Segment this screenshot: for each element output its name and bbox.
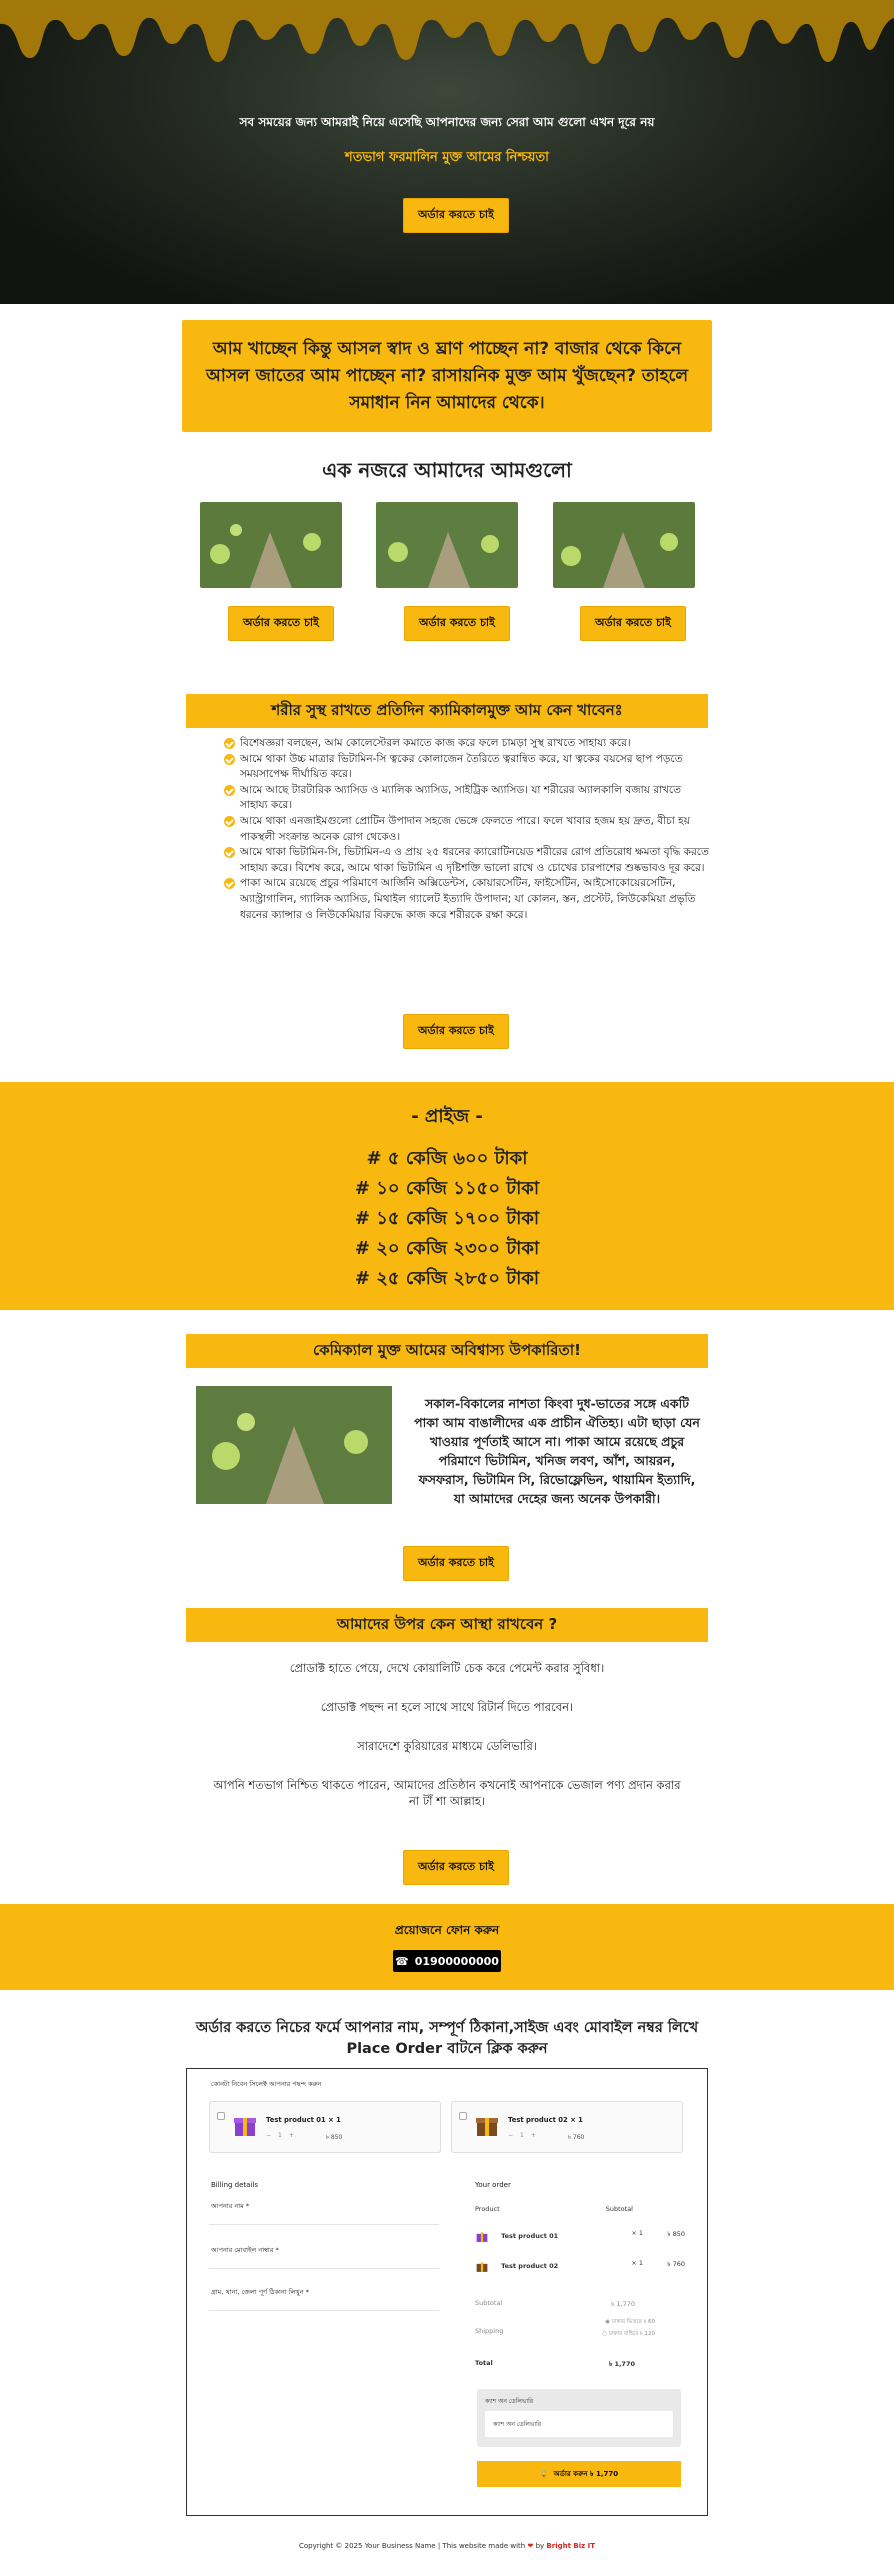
your-order-title: Your order [475, 2181, 511, 2189]
order-item-name: Test product 01 [501, 2232, 559, 2240]
check-circle-icon [224, 754, 235, 765]
price-item: # ২০ কেজি ২৩০০ টাকা [354, 1238, 540, 1259]
product-price: ৳ 760 [568, 2134, 585, 2141]
billing-title: Billing details [211, 2181, 259, 2189]
address-field[interactable] [209, 2297, 439, 2311]
phone-field[interactable] [209, 2255, 439, 2269]
phone-button[interactable] [393, 1950, 501, 1972]
address-field-label: গ্রাম, থানা, জেলা পূর্ণ ঠিকানা লিখুন * [211, 2288, 309, 2296]
check-circle-icon [224, 878, 235, 889]
lock-icon: 🔒 [539, 2470, 549, 2478]
order-item-price: ৳ 760 [667, 2260, 685, 2268]
phone-field-label: আপনার মোবাইল নাম্বার * [211, 2246, 279, 2254]
feature-title: কেমিক্যাল মুক্ত আমের অবিশ্বাস্য উপকারিতা! [186, 1334, 708, 1368]
list-item: আমে থাকা ভিটামিন-সি, ভিটামিন-এ ও প্রায় ২৫ ধরনের ক্যারোটিনয়েড শরীরের রোগ প্রতিরোধ ক্ষমতা বৃদ্ধি করতে সাহায্য করে। বিশেষ করে, আমে থাকা ভিটামিন এ দৃষ্টিশক্তি ভালো রাখে ও চোখের চারপাশের শুষ্কভাবও দূর করে। [240, 845, 710, 876]
price-item: # ১০ কেজি ১১৫০ টাকা [354, 1178, 540, 1199]
order-row [475, 2229, 685, 2243]
trust-list [210, 1660, 684, 1832]
feature-image [196, 1386, 392, 1504]
subtotal-label: Subtotal [475, 2299, 503, 2307]
shipping-option-2[interactable]: ○ ঢাকার বাহিরে ৳ 120 [602, 2331, 655, 2337]
price-section [0, 1082, 894, 1310]
hero-tagline: সব সময়ের জন্য আমরাই নিয়ে এসেছি আপনাদের জন্য সেরা আম গুলো এখন দূরে নয় [239, 115, 655, 129]
hero-order-button[interactable]: অর্ডার করতে চাই [403, 198, 509, 233]
order-item-qty: × 1 [631, 2229, 643, 2237]
product-option-1[interactable] [209, 2101, 441, 2153]
checkout-form [186, 2068, 708, 2516]
order-item-name: Test product 02 [501, 2262, 559, 2270]
footer-brand-link[interactable]: Bright Biz IT [546, 2542, 595, 2550]
price-list [0, 1144, 894, 1294]
heart-icon: ❤ [527, 2542, 534, 2550]
phone-number: 01900000000 [414, 1954, 499, 1968]
order-row [475, 2259, 685, 2273]
price-item: # ৫ কেজি ৬০০ টাকা [366, 1148, 528, 1169]
product-image-2 [376, 502, 518, 588]
footer: Copyright © 2025 Your Business Name | This website made with ❤ by Bright Biz IT [299, 2542, 595, 2550]
hero-banner [0, 0, 894, 304]
benefits-title: শরীর সুস্থ রাখতে প্রতিদিন ক্যামিকালমুক্ত আম কেন খাবেনঃ [186, 694, 708, 728]
product-2-order-button[interactable]: অর্ডার করতে চাই [404, 606, 510, 641]
quantity-stepper[interactable]: −1+ [266, 2132, 301, 2139]
check-circle-icon [224, 738, 235, 749]
hero-subtitle: শতভাগ ফরমালিন মুক্ত আমের নিশ্চয়তা [345, 150, 549, 165]
feature-order-button[interactable]: অর্ডার করতে চাই [403, 1546, 509, 1581]
select-product-label: কোনটা নিবেন সিলেক্ট আপনার পছন্দ করুন [211, 2080, 322, 2088]
payment-method-description: ক্যাশ অন ডেলিভারি [485, 2411, 673, 2437]
gift-box-icon [232, 2112, 258, 2138]
payment-method-title: ক্যাশ অন ডেলিভারি [485, 2398, 534, 2405]
product-3-order-button[interactable]: অর্ডার করতে চাই [580, 606, 686, 641]
list-item: পাকা আমে রয়েছে প্রচুর পরিমাণে আর্জিনি অক্সিডেন্টস, কোয়ারসেটিন, ফাইসেটিন, আইসোকোয়েরসেটিন, অ্যাস্ট্রাগালিন, গ্যালিক অ্যাসিড, মিথাইল গ্যালেট ইত্যাদি উপাদান; যা কোলন, স্তন, প্রস্টেট, লিউকেমিয়া প্রভৃতি ধরনের ক্যান্সার ও লিউকেমিয়ার বিরুদ্ধে কাজ করে শরীরকে রক্ষা করে। [240, 876, 710, 923]
total-row [475, 2359, 685, 2367]
order-heading: অর্ডার করতে নিচের ফর্মে আপনার নাম, সম্পূর্ণ ঠিকানা,সাইজ এবং মোবাইল নম্বর লিখে Place Order বাটনে ক্লিক করুন [195, 2020, 699, 2057]
subtotal-value: ৳ 1,770 [611, 2300, 635, 2308]
name-field-label: আপনার নাম * [211, 2202, 250, 2210]
list-item: আপনি শতভাগ নিশ্চিত থাকতে পারেন, আমাদের প্রতিষ্ঠান কখনোই আপনাকে ভেজাল পণ্য প্রদান করার না টাঁ শা আল্লাহ। [213, 1778, 681, 1808]
trust-title: আমাদের উপর কেন আস্থা রাখবেন ? [186, 1608, 708, 1642]
check-circle-icon [224, 816, 235, 827]
list-item: সারাদেশে কুরিয়ারের মাধ্যমে ডেলিভারি। [357, 1739, 537, 1753]
shipping-label: Shipping [475, 2327, 504, 2335]
name-field[interactable] [209, 2211, 439, 2225]
total-label: Total [475, 2359, 493, 2367]
product-price: ৳ 850 [326, 2134, 343, 2141]
benefits-list [240, 736, 710, 923]
feature-text: সকাল-বিকালের নাশতা কিংবা দুধ-ভাতের সঙ্গে একটি পাকা আম বাঙালীদের এক প্রাচীন ঐতিহ্য। এটা ছাড়া যেন খাওয়ার পূর্ণতাই আসে না। পাকা আমে রয়েছে প্রচুর পরিমাণে ভিটামিন, খনিজ লবণ, আঁশ, আয়রন, ফসফরাস, ভিটামিন সি, রিভোফ্লেভিন, থায়ামিন ইত্যাদি, যা আমাদের দেহের জন্য অনেক উপকারী। [414, 1396, 700, 1506]
product-image-3 [553, 502, 695, 588]
call-title: প্রয়োজনে ফোন করুন [394, 1923, 500, 1937]
benefits-order-button[interactable]: অর্ডার করতে চাই [403, 1014, 509, 1049]
product-name: Test product 02 × 1 [508, 2116, 583, 2124]
product-checkbox[interactable] [459, 2112, 467, 2120]
list-item: প্রোডাক্ট হাতে পেয়ে, দেখে কোয়ালিটি চেক করে পেমেন্ট করার সুবিধা। [289, 1661, 605, 1675]
product-name: Test product 01 × 1 [266, 2116, 341, 2124]
intro-box: আম খাচ্ছেন কিন্তু আসল স্বাদ ও ঘ্রাণ পাচ্ছেন না? বাজার থেকে কিনে আসল জাতের আম পাচ্ছেন না? রাসায়নিক মুক্ত আম খুঁজছেন? তাহলে সমাধান নিন আমাদের থেকে। [182, 320, 712, 432]
product-1-order-button[interactable]: অর্ডার করতে চাই [228, 606, 334, 641]
products-title: এক নজরে আমাদের আমগুলো [322, 458, 572, 482]
list-item: আমে আছে টারটারিক অ্যাসিড ও ম্যালিক অ্যাসিড, সাইট্রিক অ্যাসিড। যা শরীরের অ্যালকালি বজায় রাখতে সাহায্য করে। [240, 783, 710, 814]
col-product: Product [475, 2205, 500, 2213]
shipping-option-1[interactable]: ◉ ঢাকার ভিতরে ৳ 60 [605, 2319, 655, 2325]
list-item: আমে থাকা উচ্চ মাত্রার ভিটামিন-সি ত্বকের কোলাজেন তৈরিতে ত্বরান্বিত করে, যা ত্বকের বয়সের ছাপ পড়তে সময়সাপেক্ষ দীর্ঘায়িত করে। [240, 752, 710, 783]
list-item: বিশেষজ্ঞরা বলছেন, আম কোলেস্টেরল কমাতে কাজ করে ফলে চামড়া সুস্থ রাখতে সাহায্য করে। [240, 736, 710, 752]
quantity-stepper[interactable]: −1+ [508, 2132, 543, 2139]
order-item-price: ৳ 850 [667, 2230, 685, 2238]
gift-box-icon [475, 2259, 489, 2273]
subtotal-row [475, 2299, 685, 2307]
col-subtotal: Subtotal [605, 2205, 633, 2213]
check-circle-icon [224, 847, 235, 858]
trust-order-button[interactable]: অর্ডার করতে চাই [403, 1850, 509, 1885]
order-table-header [475, 2205, 685, 2213]
total-value: ৳ 1,770 [608, 2360, 635, 2368]
call-section [0, 1904, 894, 1990]
list-item: প্রোডাক্ট পছন্দ না হলে সাথে সাথে রিটার্ন দিতে পারবেন। [320, 1700, 574, 1714]
price-item: # ২৫ কেজি ২৮৫০ টাকা [354, 1268, 540, 1289]
product-option-2[interactable] [451, 2101, 683, 2153]
phone-icon: ☎ [395, 1954, 409, 1968]
price-title: - প্রাইজ - [411, 1106, 483, 1127]
place-order-button[interactable]: 🔒 অর্ডার করুন ৳ 1,770 [477, 2461, 681, 2487]
product-image-1 [200, 502, 342, 588]
gift-box-icon [474, 2112, 500, 2138]
price-item: # ১৫ কেজি ১৭০০ টাকা [354, 1208, 540, 1229]
order-item-qty: × 1 [631, 2259, 643, 2267]
product-checkbox[interactable] [217, 2112, 225, 2120]
check-circle-icon [224, 785, 235, 796]
gift-box-icon [475, 2229, 489, 2243]
payment-method-box[interactable] [477, 2389, 681, 2447]
list-item: আমে থাকা এনজাইমগুলো প্রোটিন উপাদান সহজে ভেঙ্গে ফেলতে পারে। ফলে খাবার হজম হয় দ্রুত, বীচা হয় পাকস্থলী সংক্রান্ত অনেক রোগ থেকেও। [240, 814, 710, 845]
